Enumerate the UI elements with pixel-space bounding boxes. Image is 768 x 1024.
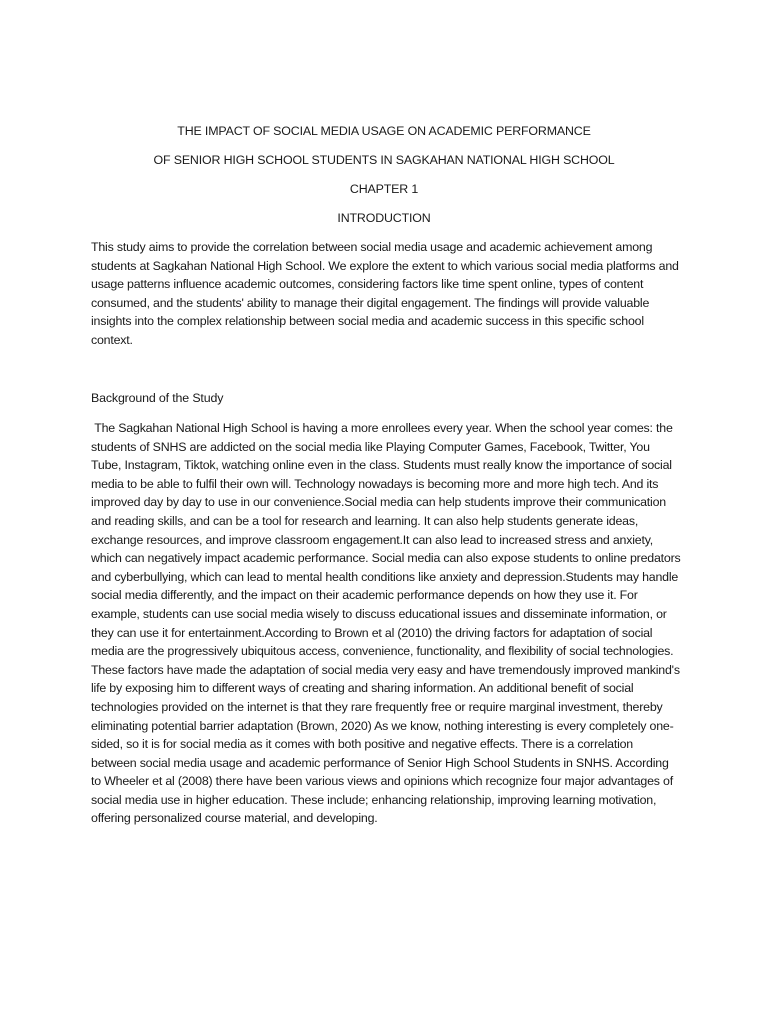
chapter-title: INTRODUCTION <box>337 211 431 225</box>
background-paragraph: The Sagkahan National High School is having a more enrollees every year. When the school year comes: the students of SNHS are addicted on the social media like Playing Computer Games, Facebook, Twitter, You Tube, Instagram, Tiktok, watching online even in the class. Students must really know the importance of social media to be able to fulfil their own will. Technology nowadays is becoming more and more high tech. And its improved day by day to use in our convenience.Social media can help students improve their communication and reading skills, and can be a tool for research and learning. It can also help students generate ideas, exchange resources, and improve classroom engagement.It can also lead to increased stress and anxiety, which can negatively impact academic performance. Social media can also expose students to online predators and cyberbullying, which can lead to mental health conditions like anxiety and depression.Students may handle social media differently, and the impact on their academic performance depends on how they use it. For example, students can use social media wisely to discuss educational issues and disseminate information, or they can use it for entertainment.According to Brown et al (2010) the driving factors for adaptation of social media are the progressively ubiquitous access, convenience, functionality, and flexibility of social technologies. These factors have made the adaptation of social media very easy and have tremendously improved mankind's life by exposing him to different ways of creating and sharing information. An additional benefit of social technologies provided on the internet is that they rare frequently free or require marginal investment, thereby eliminating potential barrier adaptation (Brown, 2020) As we know, nothing interesting is every completely one-sided, so it is for social media as it comes with both positive and negative effects. There is a correlation between social media usage and academic performance of Senior High School Students in SNHS. According to Wheeler et al (2008) there have been various views and opinions which recognize four major advantages of social media use in higher education. These include; enhancing relationship, improving learning motivation, offering personalized course material, and developing. <box>91 421 684 826</box>
background-heading: Background of the Study <box>91 391 224 405</box>
title-line-1: THE IMPACT OF SOCIAL MEDIA USAGE ON ACADEMIC PERFORMANCE <box>177 124 591 138</box>
chapter-number: CHAPTER 1 <box>349 182 419 196</box>
title-line-2: OF SENIOR HIGH SCHOOL STUDENTS IN SAGKAHAN NATIONAL HIGH SCHOOL <box>153 153 615 167</box>
intro-paragraph: This study aims to provide the correlation between social media usage and academic achievement among students at Sagkahan National High School. We explore the extent to which various social media platforms and usage patterns influence academic outcomes, considering factors like time spent online, types of content consumed, and the students' ability to manage their digital engagement. The findings will provide valuable insights into the complex relationship between social media and academic success in this specific school context. <box>91 240 679 347</box>
background-section <box>91 419 684 828</box>
intro-section <box>91 238 681 350</box>
